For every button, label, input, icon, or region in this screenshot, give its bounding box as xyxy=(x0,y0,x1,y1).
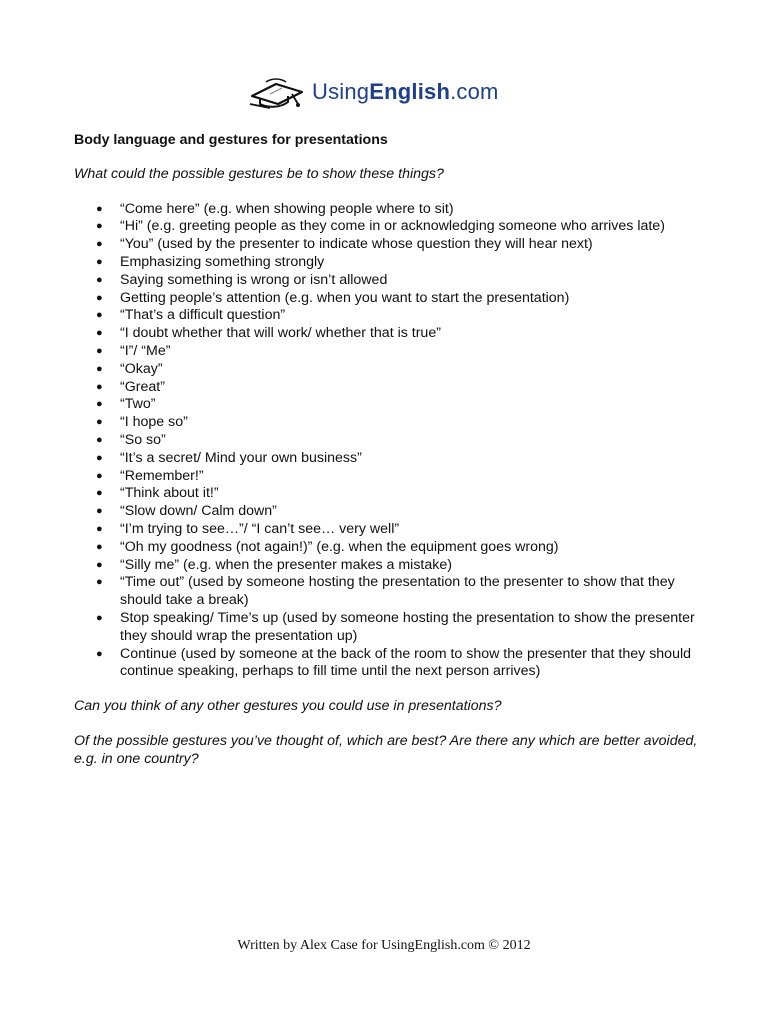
list-item-text: “I hope so” xyxy=(120,414,188,431)
list-item-text: “I doubt whether that will work/ whether that is true” xyxy=(120,325,441,342)
graduation-cap-icon xyxy=(246,74,308,110)
list-item xyxy=(74,503,714,521)
question-intro: What could the possible gestures be to show these things? xyxy=(74,165,444,182)
document-body xyxy=(74,132,714,769)
list-item xyxy=(74,539,714,557)
bullet-icon: ● xyxy=(96,344,103,357)
list-item xyxy=(74,201,714,219)
bullet-icon: ● xyxy=(96,558,103,571)
list-item-text: “Time out” (used by someone hosting the presentation to the presenter to show that they should take a break) xyxy=(120,574,675,609)
list-item xyxy=(74,396,714,414)
logo-text-using: Using xyxy=(312,79,370,104)
list-item-text: “Two” xyxy=(120,396,156,413)
logo-wordmark xyxy=(312,81,499,103)
bullet-icon: ● xyxy=(96,647,103,660)
list-item xyxy=(74,325,714,343)
gesture-list xyxy=(74,201,714,682)
bullet-icon: ● xyxy=(96,433,103,446)
list-item xyxy=(74,361,714,379)
list-item-text: “So so” xyxy=(120,431,166,448)
list-item xyxy=(74,218,714,236)
bullet-icon: ● xyxy=(96,487,103,500)
list-item-text: “Come here” (e.g. when showing people where to sit) xyxy=(120,200,454,217)
bullet-icon: ● xyxy=(96,291,103,304)
bullet-icon: ● xyxy=(96,255,103,268)
list-item-text: Stop speaking/ Time’s up (used by someone hosting the presentation to show the presenter they should wrap the presentation up) xyxy=(120,609,695,644)
list-item-text: “I”/ “Me” xyxy=(120,342,171,359)
question-other-gestures: Can you think of any other gestures you could use in presentations? xyxy=(74,698,502,715)
bullet-icon: ● xyxy=(96,309,103,322)
bullet-icon: ● xyxy=(96,362,103,375)
list-item xyxy=(74,290,714,308)
list-item-text: “Think about it!” xyxy=(120,485,219,502)
list-item-text: “Okay” xyxy=(120,360,163,377)
list-item xyxy=(74,450,714,468)
list-item xyxy=(74,432,714,450)
bullet-icon: ● xyxy=(96,469,103,482)
list-item-text: “Hi” (e.g. greeting people as they come in or acknowledging someone who arrives late) xyxy=(120,218,665,235)
list-item xyxy=(74,646,714,682)
list-item xyxy=(74,236,714,254)
list-item xyxy=(74,254,714,272)
bullet-icon: ● xyxy=(96,505,103,518)
bullet-icon: ● xyxy=(96,576,103,589)
list-item-text: “Silly me” (e.g. when the presenter makes a mistake) xyxy=(120,556,452,573)
footer-credit: Written by Alex Case for UsingEnglish.com © 2012 xyxy=(237,938,531,953)
bullet-icon: ● xyxy=(96,380,103,393)
list-item xyxy=(74,485,714,503)
bullet-icon: ● xyxy=(96,273,103,286)
list-item-text: “Great” xyxy=(120,378,165,395)
list-item-text: Emphasizing something strongly xyxy=(120,253,325,270)
site-logo xyxy=(246,74,499,110)
list-item-text: “Remember!” xyxy=(120,467,204,484)
bullet-icon: ● xyxy=(96,327,103,340)
list-item-text: “Slow down/ Calm down” xyxy=(120,503,277,520)
logo-text-english: English xyxy=(369,79,451,104)
list-item-text: Getting people’s attention (e.g. when you want to start the presentation) xyxy=(120,289,570,306)
list-item xyxy=(74,343,714,361)
bullet-icon: ● xyxy=(96,451,103,464)
list-item xyxy=(74,610,714,646)
list-item xyxy=(74,307,714,325)
bullet-icon: ● xyxy=(96,398,103,411)
bullet-icon: ● xyxy=(96,522,103,535)
list-item-text: “It’s a secret/ Mind your own business” xyxy=(120,449,362,466)
list-item xyxy=(74,414,714,432)
list-item xyxy=(74,574,714,610)
bullet-icon: ● xyxy=(96,238,103,251)
list-item xyxy=(74,521,714,539)
list-item xyxy=(74,557,714,575)
bullet-icon: ● xyxy=(96,416,103,429)
bullet-icon: ● xyxy=(96,202,103,215)
bullet-icon: ● xyxy=(96,220,103,233)
list-item xyxy=(74,272,714,290)
document-title: Body language and gestures for presentations xyxy=(74,132,388,148)
question-best-gestures: Of the possible gestures you’ve thought of, which are best? Are there any which are better avoided, e.g. in one country? xyxy=(74,732,698,767)
list-item-text: “I’m trying to see…”/ “I can’t see… very well” xyxy=(120,520,400,537)
list-item xyxy=(74,468,714,486)
list-item-text: Continue (used by someone at the back of the room to show the presenter that they should continue speaking, perhaps to fill time until the next person arrives) xyxy=(120,645,691,680)
list-item-text: “That’s a difficult question” xyxy=(120,307,286,324)
list-item-text: “Oh my goodness (not again!)” (e.g. when the equipment goes wrong) xyxy=(120,538,559,555)
list-item xyxy=(74,379,714,397)
list-item-text: “You” (used by the presenter to indicate whose question they will hear next) xyxy=(120,236,593,253)
bullet-icon: ● xyxy=(96,611,103,624)
list-item-text: Saying something is wrong or isn’t allowed xyxy=(120,271,388,288)
logo-text-com: .com xyxy=(450,79,499,104)
bullet-icon: ● xyxy=(96,540,103,553)
